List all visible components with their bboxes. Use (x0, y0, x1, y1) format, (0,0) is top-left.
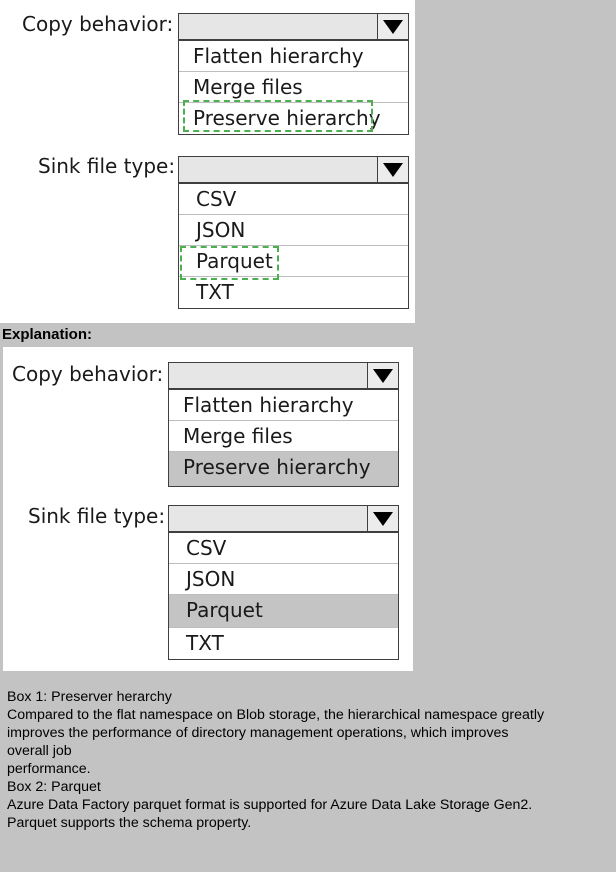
option-json[interactable]: JSON (179, 215, 408, 246)
option-flatten-hierarchy[interactable]: Flatten hierarchy (179, 41, 408, 72)
explanation-line: Box 2: Parquet (7, 779, 101, 795)
sink-file-type-options (178, 183, 409, 309)
option-parquet[interactable]: Parquet (169, 595, 398, 628)
copy-behavior-options (178, 40, 409, 135)
copy-behavior-label: Copy behavior: (12, 362, 164, 386)
sink-file-type-dropdown[interactable] (178, 156, 409, 183)
option-merge-files[interactable]: Merge files (169, 421, 398, 452)
option-parquet[interactable]: Parquet (179, 246, 408, 277)
option-txt[interactable]: TXT (186, 631, 224, 655)
chevron-down-icon[interactable] (377, 157, 408, 182)
sink-file-type-label: Sink file type: (38, 154, 176, 178)
copy-behavior-label: Copy behavior: (22, 12, 174, 36)
chevron-down-icon[interactable] (367, 506, 398, 531)
option-merge-files[interactable]: Merge files (179, 72, 408, 103)
answer-panel (3, 347, 413, 671)
sink-file-type-options (168, 532, 399, 660)
option-csv[interactable]: CSV (179, 184, 408, 215)
copy-behavior-dropdown[interactable] (168, 362, 399, 389)
explanation-line: Azure Data Factory parquet format is supported for Azure Data Lake Storage Gen2. (7, 797, 533, 813)
explanation-line: performance. (7, 761, 91, 777)
sink-file-type-dropdown[interactable] (168, 505, 399, 532)
copy-behavior-dropdown[interactable] (178, 13, 409, 40)
explanation-line: overall job (7, 743, 72, 759)
explanation-text (7, 688, 607, 832)
chevron-down-icon[interactable] (367, 363, 398, 388)
explanation-line: Parquet supports the schema property. (7, 815, 252, 831)
option-csv[interactable]: CSV (169, 533, 398, 564)
option-flatten-hierarchy[interactable]: Flatten hierarchy (169, 390, 398, 421)
option-txt[interactable]: TXT (196, 280, 234, 304)
explanation-line: Compared to the flat namespace on Blob storage, the hierarchical namespace greatly (7, 707, 545, 723)
option-json[interactable]: JSON (169, 564, 398, 595)
sink-file-type-label: Sink file type: (28, 504, 166, 528)
option-preserve-hierarchy[interactable]: Preserve hierarchy (179, 103, 408, 134)
explanation-line: improves the performance of directory management operations, which improves (7, 725, 509, 741)
option-preserve-hierarchy[interactable]: Preserve hierarchy (169, 452, 398, 486)
copy-behavior-options (168, 389, 399, 487)
explanation-heading: Explanation: (2, 326, 93, 343)
question-panel (0, 0, 415, 323)
chevron-down-icon[interactable] (377, 14, 408, 39)
explanation-line: Box 1: Preserver herarchy (7, 689, 172, 705)
